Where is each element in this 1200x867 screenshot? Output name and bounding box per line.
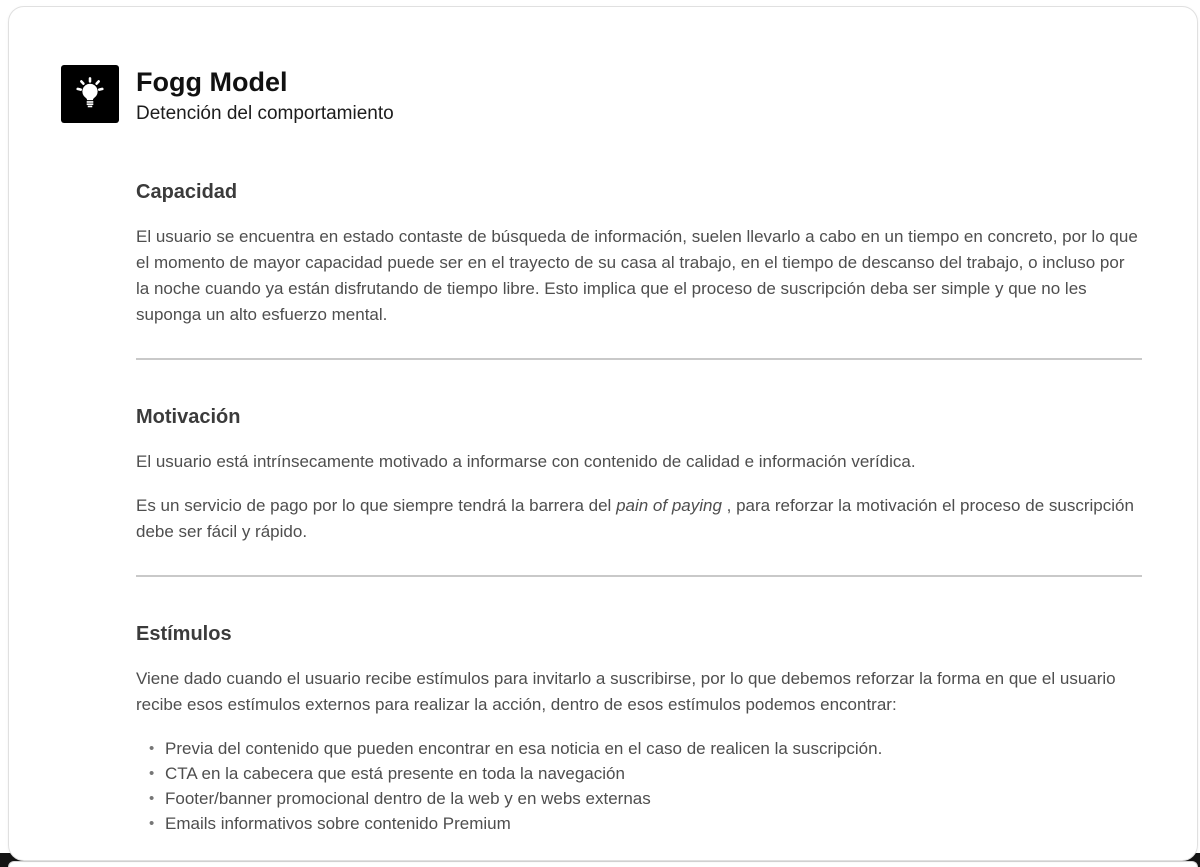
list-item: • Footer/banner promocional dentro de la web y en webs externas xyxy=(149,786,1142,811)
section-heading-estimulos: Estímulos xyxy=(136,623,232,645)
paragraph-estimulos: Viene dado cuando el usuario recibe estímulos para invitarlo a suscribirse, por lo que debemos reforzar la forma en que el usuario recibe esos estímulos externos para realizar la acción, dentro de esos estímulos podemos encontrar: xyxy=(136,669,1116,714)
estimulos-bullet-list xyxy=(136,736,1142,836)
list-item: • CTA en la cabecera que está presente en toda la navegación xyxy=(149,761,1142,786)
card-content xyxy=(9,181,1197,836)
section-estimulos xyxy=(136,623,1142,836)
page-title: Fogg Model xyxy=(136,67,288,97)
paragraph-motivacion-1: El usuario está intrínsecamente motivado a informarse con contenido de calidad e información verídica. xyxy=(136,452,916,471)
page-subtitle: Detención del comportamiento xyxy=(136,103,394,124)
paragraph-motivacion-2-after: , para reforzar la motivación el proceso de suscripción debe ser fácil y rápido. xyxy=(136,496,1134,541)
divider xyxy=(136,358,1142,360)
title-block xyxy=(136,65,394,126)
section-heading-motivacion: Motivación xyxy=(136,406,241,428)
list-item: • Emails informativos sobre contenido Premium xyxy=(149,811,1142,836)
section-capacidad xyxy=(136,181,1142,328)
section-motivacion xyxy=(136,406,1142,545)
paragraph-capacidad: El usuario se encuentra en estado contaste de búsqueda de información, suelen llevarlo a cabo en un tiempo en concreto, por lo que el momento de mayor capacidad puede ser en el trayecto de su casa al trabajo, en el tiempo de descanso del trabajo, o incluso por la noche cuando ya están disfrutando de tiempo libre. Esto implica que el proceso de suscripción deba ser simple y que no les suponga un alto esfuerzo mental. xyxy=(136,227,1138,324)
lightbulb-icon xyxy=(61,65,119,123)
fogg-model-card xyxy=(8,6,1198,861)
paragraph-motivacion-2-before: Es un servicio de pago por lo que siempre tendrá la barrera del xyxy=(136,496,617,515)
section-heading-capacidad: Capacidad xyxy=(136,181,238,203)
pain-of-paying-italic: pain of paying xyxy=(616,496,722,515)
card-header xyxy=(9,7,1197,126)
list-item: • Previa del contenido que pueden encontrar en esa noticia en el caso de realicen la suscripción. xyxy=(149,736,1142,761)
paragraph-motivacion-2 xyxy=(136,493,1142,545)
next-card-edge xyxy=(8,861,1198,867)
divider xyxy=(136,575,1142,577)
